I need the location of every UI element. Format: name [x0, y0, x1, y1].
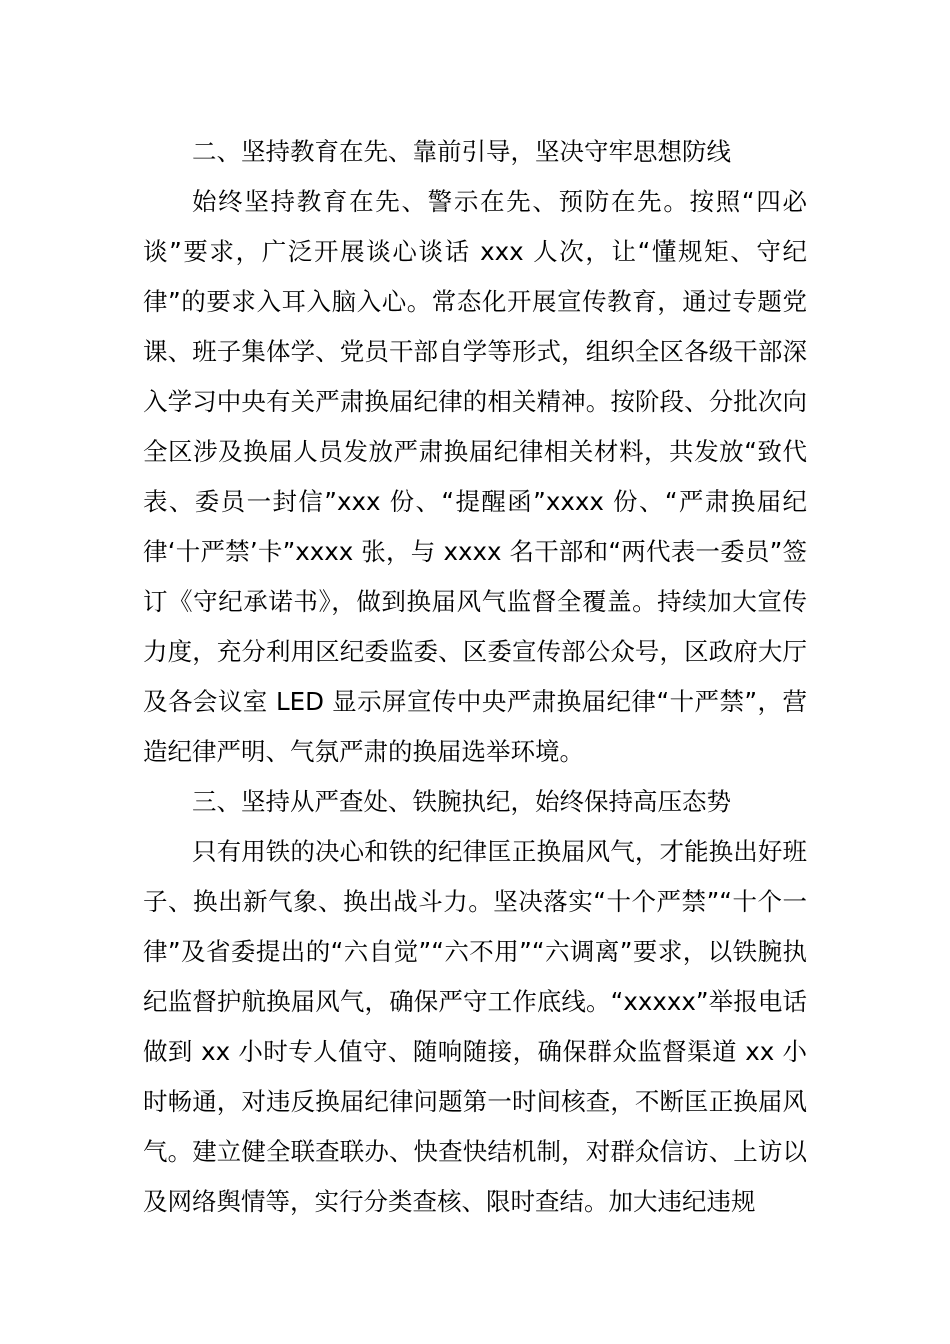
- body-paragraph-education: 始终坚持教育在先、警示在先、预防在先。按照“四必谈”要求，广泛开展谈心谈话 xxx 人次，让“懂规矩、守纪律”的要求入耳入脑入心。常态化开展宣传教育，通过专题党课、班子集体学、党员干部自学等形式，组织全区各级干部深入学习中央有关严肃换届纪律的相关精神。按阶段、分批次向全区涉及换届人员发放严肃换届纪律相关材料，共发放“致代表、委员一封信”xxx 份、“提醒函”xxxx 份、“严肃换届纪律‘十严禁’卡”xxxx 张，与 xxxx 名干部和“两代表一委员”签订《守纪承诺书》，做到换届风气监督全覆盖。持续加大宣传力度，充分利用区纪委监委、区委宣传部公众号，区政府大厅及各会议室 LED 显示屏宣传中央严肃换届纪律“十严禁”，营造纪律严明、气氛严肃的换届选举环境。: [143, 187, 807, 766]
- section-heading-3: 三、坚持从严查处、铁腕执纪，始终保持高压态势: [192, 787, 731, 816]
- document-body: [143, 127, 807, 1227]
- body-paragraph-discipline: 只有用铁的决心和铁的纪律匡正换届风气，才能换出好班子、换出新气象、换出战斗力。坚决落实“十个严禁”“十个一律”及省委提出的“六自觉”“六不用”“六调离”要求，以铁腕执纪监督护航换届风气，确保严守工作底线。“xxxxx”举报电话做到 xx 小时专人值守、随响随接，确保群众监督渠道 xx 小时畅通，对违反换届纪律问题第一时间核查，不断匡正换届风气。建立健全联查联办、快查快结机制，对群众信访、上访以及网络舆情等，实行分类查核、限时查结。加大违纪违规: [143, 837, 807, 1216]
- section-heading-2: 二、坚持教育在先、靠前引导，坚决守牢思想防线: [192, 137, 731, 166]
